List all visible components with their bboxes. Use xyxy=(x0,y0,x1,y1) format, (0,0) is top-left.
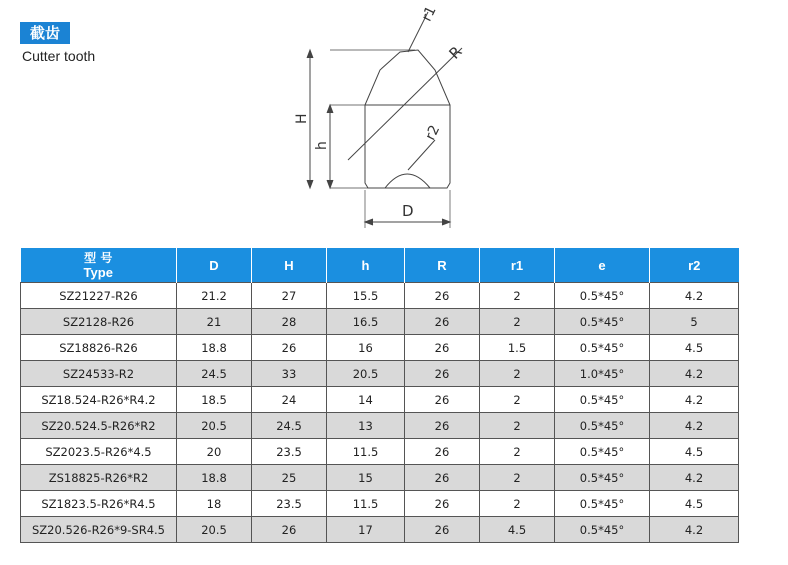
cell-r: 26 xyxy=(405,439,480,465)
cell-e: 0.5*45° xyxy=(555,335,650,361)
cell-r2: 4.5 xyxy=(650,491,739,517)
table-row xyxy=(21,465,739,491)
cell-r1: 2 xyxy=(480,413,555,439)
cell-d: 18 xyxy=(177,491,252,517)
label-D: D xyxy=(402,202,414,220)
cell-e: 0.5*45° xyxy=(555,491,650,517)
cell-r2: 4.2 xyxy=(650,465,739,491)
cell-d: 24.5 xyxy=(177,361,252,387)
cell-d: 18.8 xyxy=(177,335,252,361)
cell-r1: 1.5 xyxy=(480,335,555,361)
label-r2: r2 xyxy=(422,122,444,143)
label-r1: r1 xyxy=(418,3,440,24)
cell-r1: 2 xyxy=(480,361,555,387)
cell-h-shoulder: 13 xyxy=(327,413,405,439)
column-header-label: r1 xyxy=(510,257,524,273)
column-header-label: e xyxy=(598,257,606,273)
cell-h-total: 23.5 xyxy=(252,491,327,517)
column-header-r2 xyxy=(650,248,739,283)
r2-leader-line xyxy=(408,140,435,170)
cell-e: 0.5*45° xyxy=(555,387,650,413)
cell-r: 26 xyxy=(405,309,480,335)
tooth-outline xyxy=(365,50,450,188)
cell-type: SZ20.526-R26*9-SR4.5 xyxy=(21,517,177,543)
base-arc xyxy=(385,174,430,188)
cell-h-total: 33 xyxy=(252,361,327,387)
cell-r: 26 xyxy=(405,517,480,543)
cell-type: SZ18826-R26 xyxy=(21,335,177,361)
cell-h-shoulder: 15.5 xyxy=(327,283,405,309)
cell-type: ZS18825-R26*R2 xyxy=(21,465,177,491)
column-header-label: Type xyxy=(83,264,113,280)
label-R: R xyxy=(445,42,466,63)
table-header-row xyxy=(21,248,739,283)
cell-r: 26 xyxy=(405,335,480,361)
cell-h-total: 27 xyxy=(252,283,327,309)
cell-e: 1.0*45° xyxy=(555,361,650,387)
cell-d: 20.5 xyxy=(177,413,252,439)
cell-h-total: 24.5 xyxy=(252,413,327,439)
cell-r2: 5 xyxy=(650,309,739,335)
section-subtitle: Cutter tooth xyxy=(22,48,96,64)
cell-h-total: 26 xyxy=(252,517,327,543)
column-header-label: H xyxy=(284,257,294,273)
column-header-label: r2 xyxy=(688,257,701,273)
cell-type: SZ18.524-R26*R4.2 xyxy=(21,387,177,413)
table-row xyxy=(21,361,739,387)
cell-h-shoulder: 15 xyxy=(327,465,405,491)
cell-r: 26 xyxy=(405,283,480,309)
cell-h-shoulder: 14 xyxy=(327,387,405,413)
cell-h-total: 24 xyxy=(252,387,327,413)
cell-type: SZ2128-R26 xyxy=(21,309,177,335)
cell-r2: 4.2 xyxy=(650,517,739,543)
cutter-tooth-diagram xyxy=(290,0,500,235)
table-row xyxy=(21,439,739,465)
cell-h-total: 26 xyxy=(252,335,327,361)
cell-d: 20.5 xyxy=(177,517,252,543)
column-header-label: h xyxy=(361,257,370,273)
cell-h-shoulder: 20.5 xyxy=(327,361,405,387)
cell-r: 26 xyxy=(405,413,480,439)
column-header-label: R xyxy=(437,257,447,273)
cell-r1: 2 xyxy=(480,387,555,413)
cell-r1: 2 xyxy=(480,439,555,465)
cell-e: 0.5*45° xyxy=(555,465,650,491)
table-row xyxy=(21,413,739,439)
cell-r: 26 xyxy=(405,491,480,517)
cell-h-total: 28 xyxy=(252,309,327,335)
table-row xyxy=(21,283,739,309)
table-row xyxy=(21,517,739,543)
cell-r2: 4.5 xyxy=(650,439,739,465)
cell-e: 0.5*45° xyxy=(555,283,650,309)
column-header-e xyxy=(555,248,650,283)
cell-r2: 4.2 xyxy=(650,413,739,439)
table-row xyxy=(21,491,739,517)
cell-d: 18.5 xyxy=(177,387,252,413)
cell-type: SZ1823.5-R26*R4.5 xyxy=(21,491,177,517)
cell-r1: 2 xyxy=(480,309,555,335)
column-header-r1 xyxy=(480,248,555,283)
cell-type: SZ20.524.5-R26*R2 xyxy=(21,413,177,439)
table-row xyxy=(21,335,739,361)
cell-h-shoulder: 11.5 xyxy=(327,491,405,517)
cell-d: 20 xyxy=(177,439,252,465)
column-header-type xyxy=(21,248,177,283)
label-h: h xyxy=(314,141,330,150)
cell-type: SZ2023.5-R26*4.5 xyxy=(21,439,177,465)
cell-e: 0.5*45° xyxy=(555,413,650,439)
table-row xyxy=(21,309,739,335)
column-header-d xyxy=(177,248,252,283)
column-header-h-shoulder xyxy=(327,248,405,283)
cell-r1: 4.5 xyxy=(480,517,555,543)
cell-h-shoulder: 16 xyxy=(327,335,405,361)
column-header-h-total xyxy=(252,248,327,283)
cell-d: 21.2 xyxy=(177,283,252,309)
cell-r1: 2 xyxy=(480,283,555,309)
section-title-badge: 截齿 xyxy=(20,22,70,44)
cell-d: 18.8 xyxy=(177,465,252,491)
cell-r1: 2 xyxy=(480,491,555,517)
cell-r2: 4.2 xyxy=(650,283,739,309)
cell-r2: 4.2 xyxy=(650,361,739,387)
cell-e: 0.5*45° xyxy=(555,309,650,335)
column-header-cn-label: 型 号 xyxy=(84,250,113,265)
cell-r2: 4.2 xyxy=(650,387,739,413)
cell-r: 26 xyxy=(405,465,480,491)
column-header-label: D xyxy=(209,257,219,273)
cell-h-shoulder: 17 xyxy=(327,517,405,543)
cell-r2: 4.5 xyxy=(650,335,739,361)
cell-h-total: 25 xyxy=(252,465,327,491)
spec-table xyxy=(20,248,739,543)
cell-e: 0.5*45° xyxy=(555,517,650,543)
cell-r1: 2 xyxy=(480,465,555,491)
table-row xyxy=(21,387,739,413)
cell-r: 26 xyxy=(405,361,480,387)
column-header-r xyxy=(405,248,480,283)
cell-r: 26 xyxy=(405,387,480,413)
cell-h-total: 23.5 xyxy=(252,439,327,465)
label-H: H xyxy=(294,113,310,124)
cell-type: SZ21227-R26 xyxy=(21,283,177,309)
cell-type: SZ24533-R2 xyxy=(21,361,177,387)
cell-e: 0.5*45° xyxy=(555,439,650,465)
cell-h-shoulder: 16.5 xyxy=(327,309,405,335)
cell-h-shoulder: 11.5 xyxy=(327,439,405,465)
cell-d: 21 xyxy=(177,309,252,335)
